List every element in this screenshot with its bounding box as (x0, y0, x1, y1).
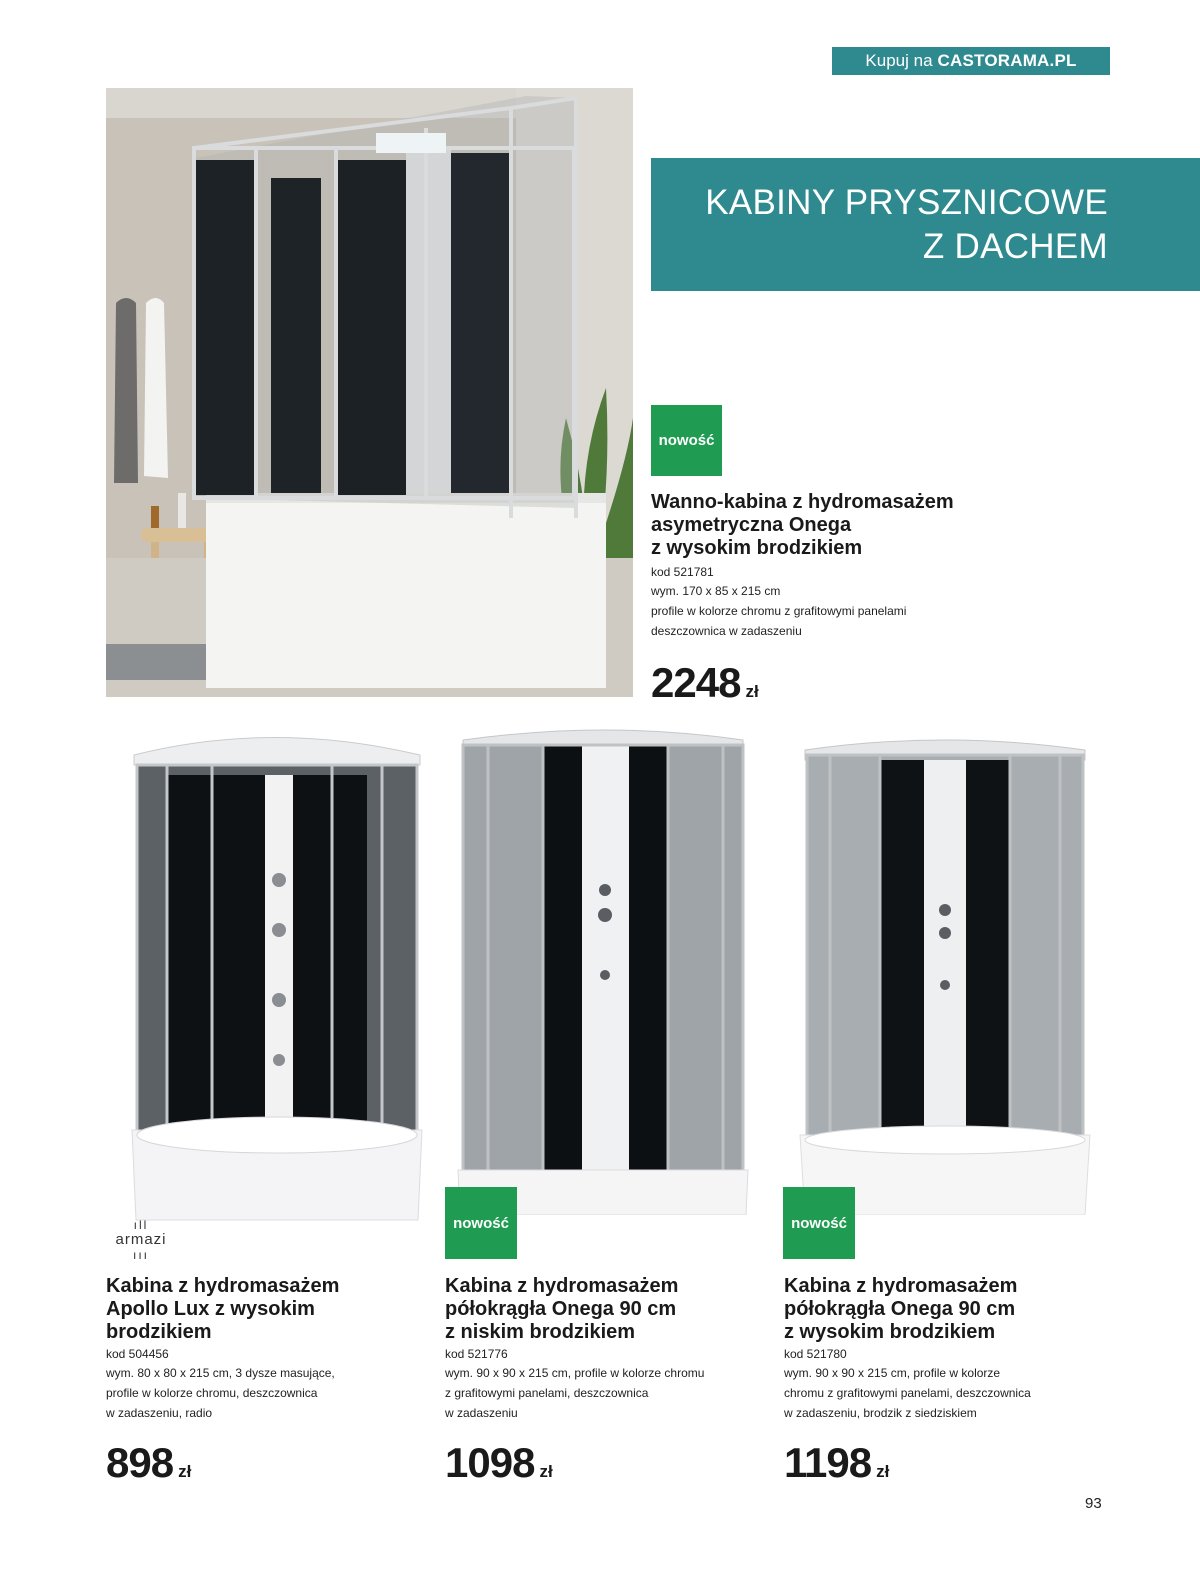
product-title-line: z niskim brodzikiem (445, 1321, 636, 1343)
product-desc-line: chromu z grafitowymi panelami, deszczownica (784, 1386, 1031, 1400)
product-photo-apollo (122, 730, 432, 1225)
new-badge: nowość (783, 1187, 855, 1259)
product-title-line: Kabina z hydromasażem (784, 1275, 1018, 1297)
product-title-line: Kabina z hydromasażem (106, 1275, 340, 1297)
product-desc-line: wym. 170 x 85 x 215 cm (651, 584, 781, 598)
product-price (651, 659, 759, 706)
section-title-band (651, 158, 1200, 291)
product-desc-line: deszczownica w zadaszeniu (651, 624, 802, 638)
section-title-line1: KABINY PRYSZNICOWE (705, 182, 1108, 222)
new-badge: nowość (445, 1187, 517, 1259)
price-value: 1198 (784, 1439, 872, 1486)
price-value: 898 (106, 1439, 174, 1486)
shop-name: CASTORAMA.PL (937, 51, 1077, 70)
product-title (445, 1275, 678, 1344)
price-currency: zł (745, 682, 759, 701)
price-value: 2248 (651, 659, 741, 706)
product-title-line: Wanno-kabina z hydromasażem (651, 491, 954, 513)
product-photo-onega-high (795, 735, 1095, 1215)
product-title-line: brodzikiem (106, 1321, 212, 1343)
price-currency: zł (876, 1462, 890, 1481)
product-price (784, 1439, 890, 1486)
product-description (445, 1363, 704, 1423)
product-title-line: półokrągła Onega 90 cm (445, 1298, 677, 1320)
section-title-line2: Z DACHEM (922, 226, 1108, 266)
product-title-line: Apollo Lux z wysokim (106, 1298, 315, 1320)
product-title-line: Kabina z hydromasażem (445, 1275, 679, 1297)
product-description (651, 581, 906, 641)
page-number: 93 (1085, 1495, 1102, 1512)
product-code: kod 504456 (106, 1347, 169, 1361)
product-desc-line: z grafitowymi panelami, deszczownica (445, 1386, 649, 1400)
product-desc-line: wym. 90 x 90 x 215 cm, profile w kolorze (784, 1366, 1001, 1380)
hero-product-photo (106, 88, 633, 697)
product-price (445, 1439, 553, 1486)
product-code: kod 521776 (445, 1347, 508, 1361)
price-currency: zł (539, 1462, 553, 1481)
shop-prefix: Kupuj na (865, 51, 933, 70)
product-desc-line: w zadaszeniu, radio (106, 1406, 213, 1420)
product-desc-line: w zadaszeniu (445, 1406, 518, 1420)
product-photo-onega-low (448, 715, 758, 1215)
new-badge: nowość (651, 405, 722, 476)
product-title-line: z wysokim brodzikiem (784, 1321, 996, 1343)
product-desc-line: w zadaszeniu, brodzik z siedziskiem (784, 1406, 977, 1420)
product-desc-line: profile w kolorze chromu z grafitowymi panelami (651, 604, 907, 618)
product-title (651, 491, 954, 560)
price-currency: zł (178, 1462, 192, 1481)
product-title (106, 1275, 339, 1344)
product-code: kod 521780 (784, 1347, 847, 1361)
brand-name: armazi (115, 1231, 167, 1248)
product-code: kod 521781 (651, 565, 714, 579)
product-desc-line: wym. 90 x 90 x 215 cm, profile w kolorze chromu (445, 1366, 705, 1380)
shop-link-badge[interactable] (832, 47, 1110, 75)
product-desc-line: profile w kolorze chromu, deszczownica (106, 1386, 318, 1400)
product-title-line: półokrągła Onega 90 cm (784, 1298, 1016, 1320)
product-description (784, 1363, 1031, 1423)
product-title-line: asymetryczna Onega (651, 514, 852, 536)
product-price (106, 1439, 192, 1486)
product-desc-line: wym. 80 x 80 x 215 cm, 3 dysze masujące, (106, 1366, 335, 1380)
brand-logo-armazi: ıll armazi ııı (106, 1219, 176, 1269)
product-title (784, 1275, 1017, 1344)
price-value: 1098 (445, 1439, 535, 1486)
product-title-line: z wysokim brodzikiem (651, 537, 863, 559)
product-description (106, 1363, 335, 1423)
